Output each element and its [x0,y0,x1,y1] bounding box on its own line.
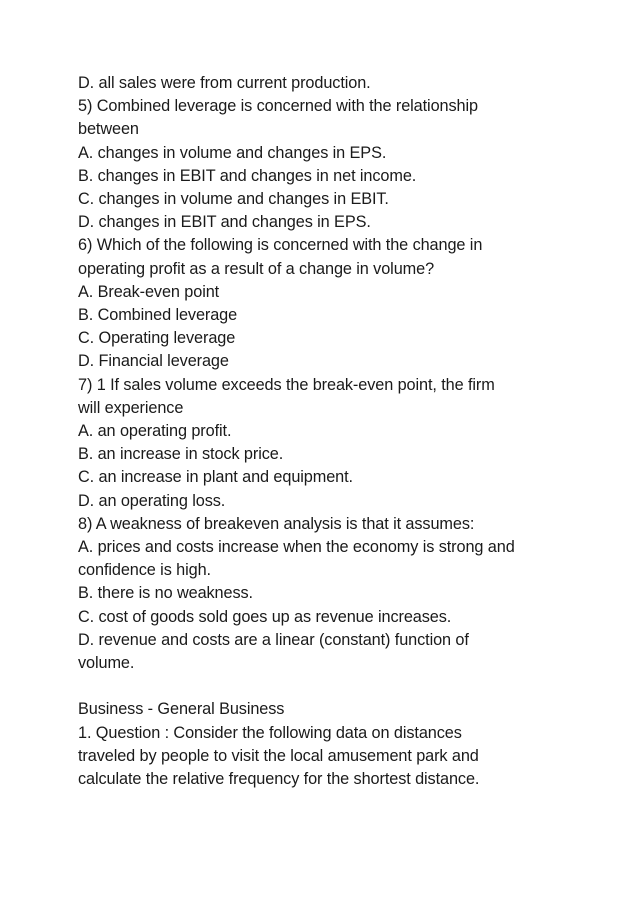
question-7-option-d: D. an operating loss. [78,491,226,510]
question-1-stem-cont: traveled by people to visit the local amusement park and [78,746,479,765]
text-line: D. all sales were from current production. [78,74,371,92]
question-8-stem: 8) A weakness of breakeven analysis is that it assumes: [78,514,475,533]
question-6-stem: 6) Which of the following is concerned with the change in [78,236,483,255]
document-text [78,72,578,791]
blank-line [78,675,578,698]
question-8-option-b: B. there is no weakness. [78,584,253,603]
question-6-option-b: B. Combined leverage [78,306,238,325]
question-7-stem: 7) 1 If sales volume exceeds the break-even point, the firm [78,375,495,394]
question-5-stem: 5) Combined leverage is concerned with the relationship [78,97,478,116]
question-5-stem-cont: between [78,120,139,139]
question-1-stem-cont-2: calculate the relative frequency for the shortest distance. [78,770,480,789]
question-7-option-c: C. an increase in plant and equipment. [78,468,353,487]
section-heading: Business - General Business [78,700,285,719]
question-1-stem: 1. Question : Consider the following data on distances [78,723,462,742]
question-6-option-a: A. Break-even point [78,282,220,301]
question-7-option-b: B. an increase in stock price. [78,445,284,464]
question-5-option-d: D. changes in EBIT and changes in EPS. [78,213,371,232]
question-6-option-d: D. Financial leverage [78,352,229,371]
question-7-stem-cont: will experience [78,398,184,417]
question-5-option-b: B. changes in EBIT and changes in net income. [78,166,417,185]
question-8-option-d-cont: volume. [78,654,135,673]
question-8-option-c: C. cost of goods sold goes up as revenue increases. [78,607,452,626]
question-5-option-a: A. changes in volume and changes in EPS. [78,143,387,162]
question-6-option-c: C. Operating leverage [78,329,236,348]
question-8-option-a: A. prices and costs increase when the economy is strong and [78,538,515,557]
question-5-option-c: C. changes in volume and changes in EBIT. [78,190,389,209]
question-6-stem-cont: operating profit as a result of a change in volume? [78,259,435,278]
question-8-option-d: D. revenue and costs are a linear (constant) function of [78,630,469,649]
question-8-option-a-cont: confidence is high. [78,561,211,580]
question-7-option-a: A. an operating profit. [78,422,232,441]
